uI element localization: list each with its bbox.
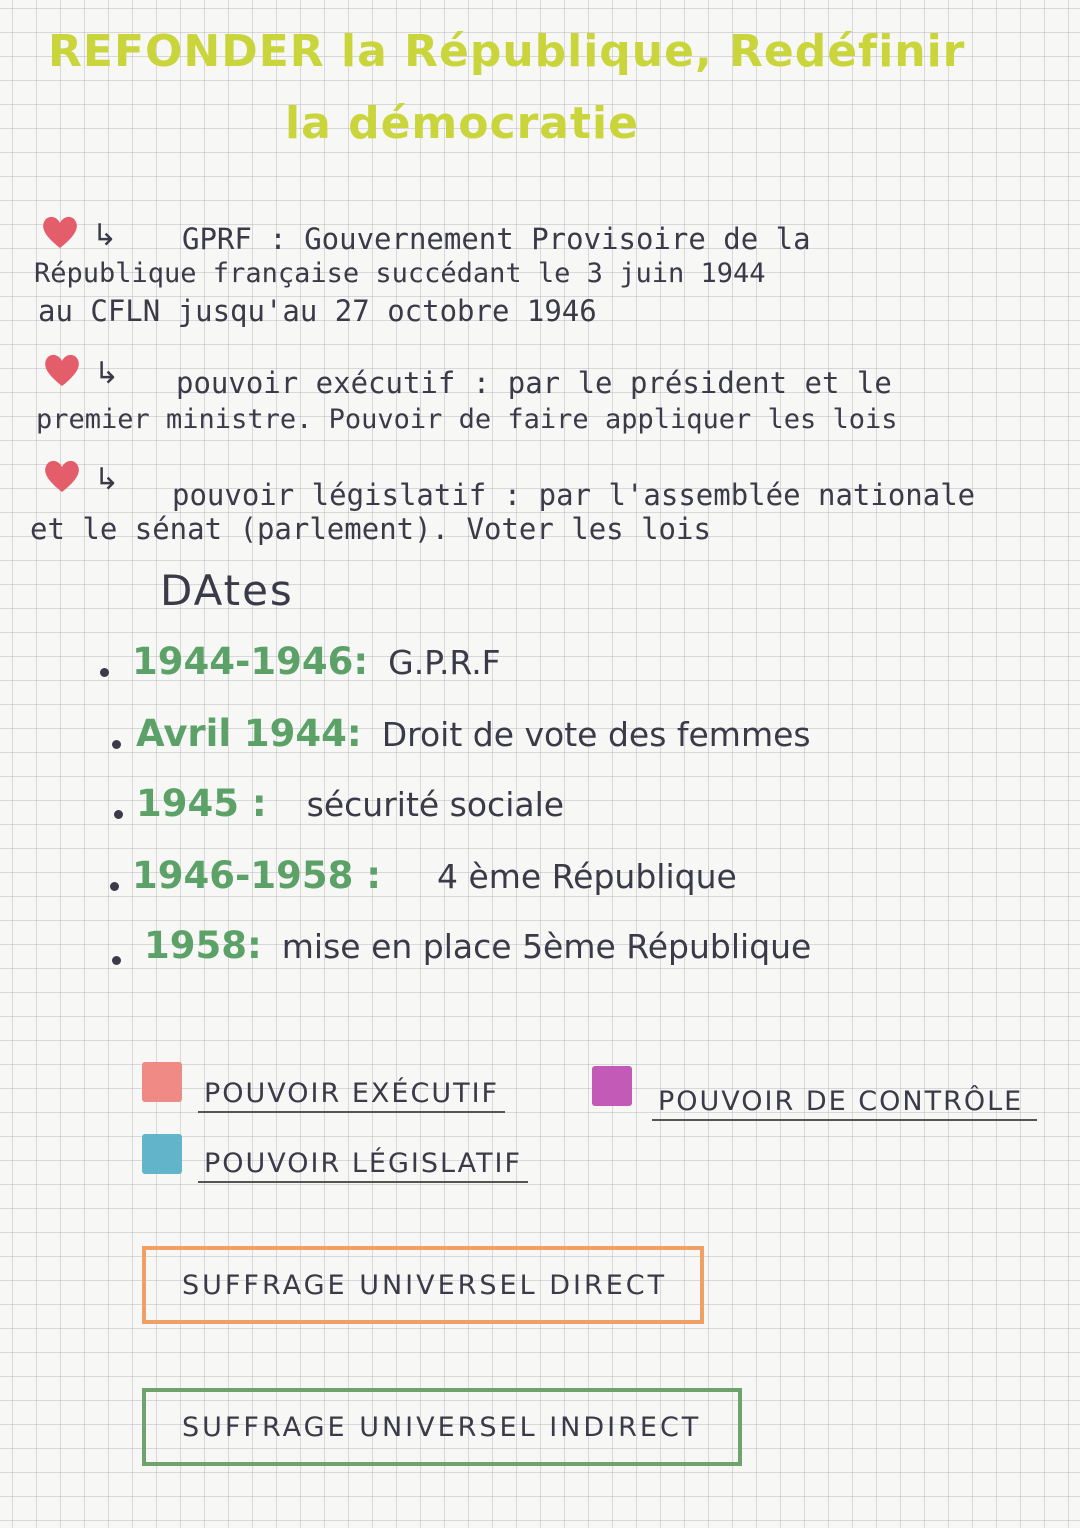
date-label: Avril 1944:: [136, 712, 362, 755]
legend-legislatif-label: POUVOIR LÉGISLATIF: [198, 1148, 528, 1183]
suffrage-direct-box: SUFFRAGE UNIVERSEL DIRECT: [142, 1246, 704, 1324]
bullet-icon: [110, 882, 119, 891]
date-label: 1945 :: [136, 782, 267, 825]
heart-icon: [42, 456, 82, 496]
legislatif-color-swatch: [142, 1134, 182, 1174]
point-executif-line2: premier ministre. Pouvoir de faire appliquer les lois: [36, 404, 898, 435]
date-item: [144, 924, 811, 967]
executif-color-swatch: [142, 1062, 182, 1102]
point-legislatif-line1: pouvoir législatif : par l'assemblée nationale: [172, 478, 976, 512]
legend-executif-label: POUVOIR EXÉCUTIF: [198, 1078, 505, 1113]
arrow-icon: ↳: [92, 218, 118, 253]
page-title-line2: la démocratie: [285, 98, 639, 149]
bullet-icon: [112, 956, 121, 965]
controle-color-swatch: [592, 1066, 632, 1106]
date-label: 1946-1958 :: [132, 854, 381, 897]
date-description: mise en place 5ème République: [281, 927, 812, 966]
date-description: sécurité sociale: [306, 785, 565, 824]
date-description: 4 ème République: [437, 857, 737, 896]
arrow-icon: ↳: [94, 356, 120, 391]
bullet-icon: [112, 740, 121, 749]
point-legislatif-line2: et le sénat (parlement). Voter les lois: [30, 512, 711, 546]
heart-icon: [40, 212, 80, 252]
date-description: Droit de vote des femmes: [381, 715, 811, 754]
arrow-icon: ↳: [94, 462, 120, 497]
date-label: 1944-1946:: [132, 640, 369, 683]
date-label: 1958:: [144, 924, 262, 967]
date-item: [136, 712, 811, 755]
point-gprf-line1: GPRF : Gouvernement Provisoire de la: [182, 222, 811, 256]
bullet-icon: [100, 668, 109, 677]
dates-heading: DAtes: [160, 566, 294, 615]
suffrage-indirect-box: SUFFRAGE UNIVERSEL INDIRECT: [142, 1388, 742, 1466]
date-item: [136, 782, 564, 825]
date-description: G.P.R.F: [388, 643, 501, 682]
page-title-line1: REFONDER la République, Redéfinir: [48, 26, 966, 77]
date-item: [132, 640, 501, 683]
legend-controle-label: POUVOIR DE CONTRÔLE: [652, 1086, 1037, 1121]
point-gprf-line3: au CFLN jusqu'au 27 octobre 1946: [38, 294, 597, 328]
date-item: [132, 854, 737, 897]
bullet-icon: [114, 810, 123, 819]
heart-icon: [42, 350, 82, 390]
point-executif-line1: pouvoir exécutif : par le président et le: [176, 366, 892, 400]
point-gprf-line2: République française succédant le 3 juin 1944: [34, 258, 766, 289]
